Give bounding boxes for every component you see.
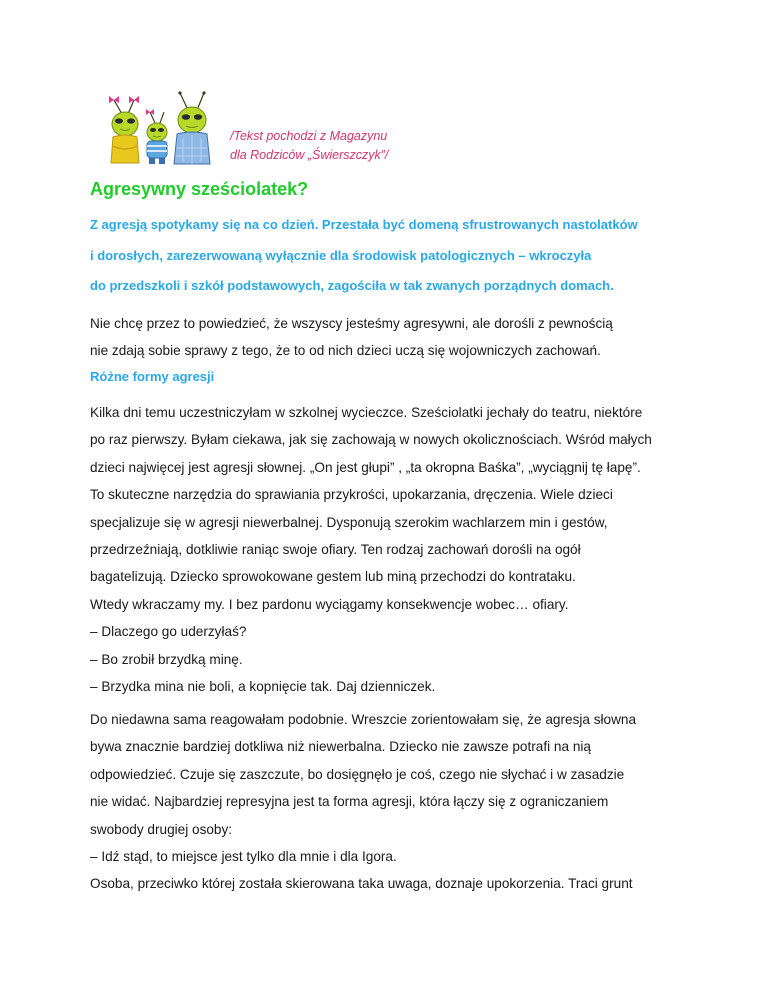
paragraph-line: nie widać. Najbardziej represyjna jest ta forma agresji, która łączy się z ograniczaniem	[90, 794, 609, 810]
article-lead	[90, 210, 638, 302]
dialogue-line: – Bo zrobił brzydką minę.	[90, 651, 243, 667]
cricket-family-illustration-icon	[104, 90, 216, 166]
paragraph-line: Kilka dni temu uczestniczyłam w szkolnej wycieczce. Sześciolatki jechały do teatru, niektóre	[90, 405, 643, 420]
paragraph-line: To skuteczne narzędzia do sprawiania przykrości, upokarzania, dręczenia. Wiele dzieci	[90, 487, 613, 503]
paragraph-line: bywa znacznie bardziej dotkliwa niż niewerbalna. Dziecko nie zawsze potrafi na nią	[90, 739, 591, 755]
paragraph-line: Wtedy wkraczamy my. I bez pardonu wyciągamy konsekwencje wobec… ofiary.	[90, 596, 569, 612]
dialogue-line: – Idź stąd, to miejsce jest tylko dla mnie i dla Igora.	[90, 849, 397, 865]
paragraph-line: dzieci najwięcej jest agresji słownej. „On jest głupi” , „ta okropna Baśka”, „wyciągnij tę łapę”.	[90, 459, 641, 475]
paragraph-line: specjalizuje się w agresji niewerbalnej. Dysponują szerokim wachlarzem min i gestów,	[90, 514, 608, 530]
document-header	[104, 90, 664, 170]
paragraph-line: swobody drugiej osoby:	[90, 821, 233, 837]
section-paragraph	[90, 399, 652, 700]
dialogue-line: – Dlaczego go uderzyłaś?	[90, 624, 247, 640]
intro-paragraph	[90, 310, 613, 365]
paragraph-line: nie zdają sobie sprawy z tego, że to od nich dzieci uczą się wojowniczych zachowań.	[90, 343, 601, 359]
cricket-father-figure	[174, 91, 210, 164]
paragraph-line: przedrzeźniają, dotkliwie raniąc swoje ofiary. Ten rodzaj zachowań dorośli na ogół	[90, 542, 581, 558]
section-heading: Różne formy agresji	[90, 369, 215, 384]
section-paragraph	[90, 706, 636, 898]
source-note-line: dla Rodziców „Świerszczyk”/	[230, 148, 389, 162]
paragraph-line: po raz pierwszy. Byłam ciekawa, jak się zachowają w nowych okolicznościach. Wśród małych	[90, 432, 652, 448]
lead-line: Z agresją spotykamy się na co dzień. Przestała być domeną sfrustrowanych nastolatków	[90, 217, 638, 232]
paragraph-line: Nie chcę przez to powiedzieć, że wszyscy jesteśmy agresywni, ale dorośli z pewnością	[90, 316, 613, 331]
cricket-child-figure	[146, 109, 167, 164]
paragraph-line: bagatelizują. Dziecko sprowokowane gestem lub miną przechodzi do kontrataku.	[90, 569, 576, 585]
cricket-mother-figure	[109, 96, 139, 163]
paragraph-line: Osoba, przeciwko której została skierowana taka uwaga, doznaje upokorzenia. Traci grunt	[90, 876, 633, 892]
lead-line: i dorosłych, zarezerwowaną wyłącznie dla środowisk patologicznych – wkroczyła	[90, 247, 592, 263]
paragraph-line: odpowiedzieć. Czuje się zaszczute, bo dosięgnęło je coś, czego nie słychać i w zasadzie	[90, 766, 625, 782]
source-note	[230, 127, 388, 165]
source-note-line: /Tekst pochodzi z Magazynu	[230, 129, 388, 143]
paragraph-line: Do niedawna sama reagowałam podobnie. Wreszcie zorientowałam się, że agresja słowna	[90, 712, 637, 727]
article-title: Agresywny sześciolatek?	[90, 179, 309, 199]
lead-line: do przedszkoli i szkół podstawowych, zagościła w tak zwanych porządnych domach.	[90, 278, 614, 293]
dialogue-line: – Brzydka mina nie boli, a kopnięcie tak. Daj dzienniczek.	[90, 679, 436, 695]
